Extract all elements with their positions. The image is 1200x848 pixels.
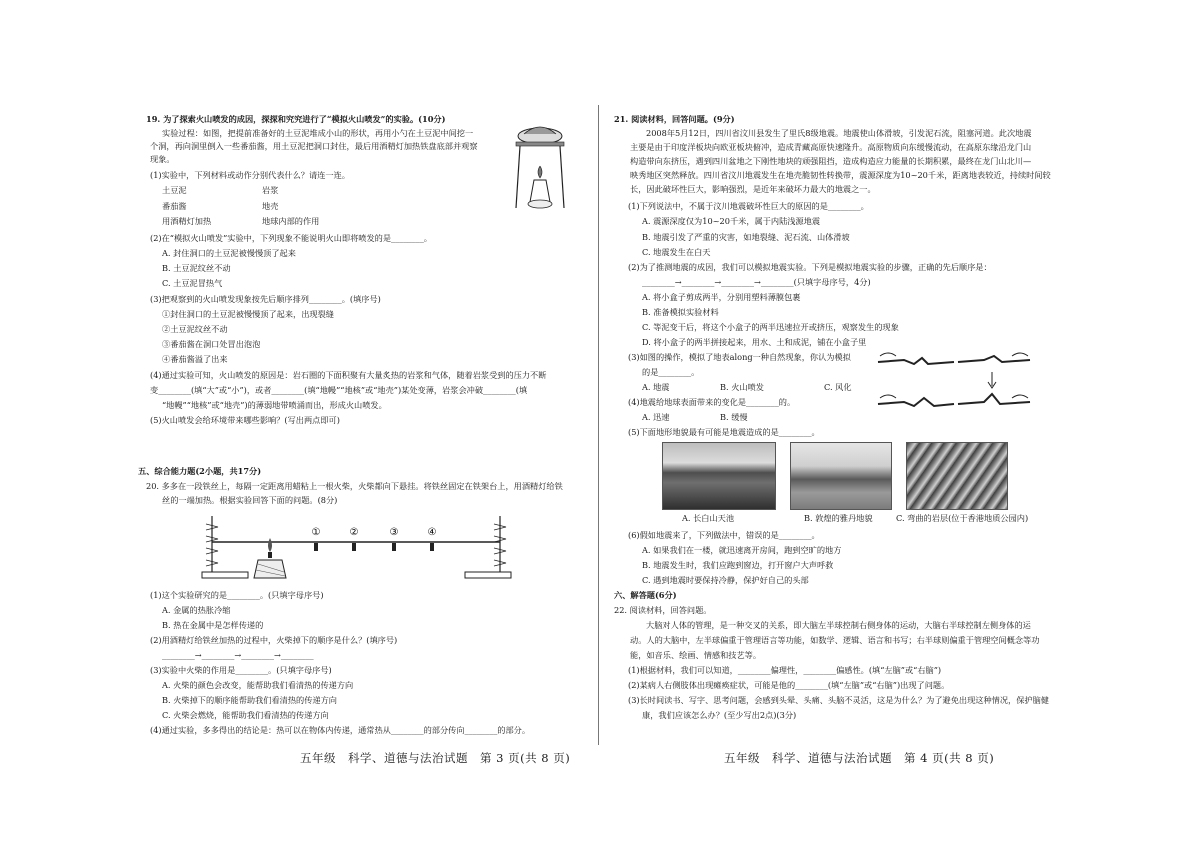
section-5-heading: 五、综合能力题(2小题，共17分) bbox=[138, 466, 262, 476]
q21-sub3-option-b: B. 火山喷发 bbox=[720, 382, 764, 392]
q19-sub5: (5)火山喷发会给环境带来哪些影响？(写出两点即可) bbox=[150, 415, 340, 425]
q22-sub1: (1)根据材料，我们可以知道，________偏理性，________偏感性。(填“左脑”或“右脑”) bbox=[628, 665, 942, 675]
q21-sub1-option-a: A. 震源深度仅为10~20千米，属于内陆浅源地震 bbox=[642, 216, 821, 226]
q21-sub6-option-c: C. 遇到地震时要保持冷静，保护好自己的头部 bbox=[642, 575, 809, 585]
q19-procedure-line3: 现象。 bbox=[150, 154, 175, 164]
q21-title: 21. 阅读材料，回答问题。(9分) bbox=[614, 114, 735, 124]
q22-title: 22. 阅读材料，回答问题。 bbox=[614, 605, 712, 615]
match-left-2: 番茄酱 bbox=[162, 201, 187, 211]
q21-sub2-option-d: D. 将小盒子的两半拼接起来，用水、土和成泥，铺在小盒子里 bbox=[642, 337, 867, 347]
q21-sub3-option-c: C. 风化 bbox=[824, 382, 852, 392]
q19-sub3-item1: ①封住洞口的土豆泥被慢慢顶了起来，出现裂缝 bbox=[162, 309, 334, 319]
photo-caption-c: C. 弯曲的岩层(位于香港地质公园内) bbox=[896, 513, 1029, 523]
q20-sub1: (1)这个实验研究的是________。(只填字母序号) bbox=[150, 590, 324, 600]
q21-passage-line1: 2008年5月12日，四川省汶川县发生了里氏8级地震。地震使山体滑坡，引发泥石流，阻塞河道。此次地震 bbox=[646, 128, 1032, 138]
photo-yardang-landform bbox=[790, 442, 892, 510]
q19-sub4-line3: “地幔”“地核”或“地壳”)的薄弱地带喷涌而出，形成火山喷发。 bbox=[162, 400, 387, 410]
q22-sub2: (2)某病人右侧肢体出现瘫痪症状，可能是他的________(填“左脑”或“右脑”)出现了问题。 bbox=[628, 680, 950, 690]
alcohol-lamp bbox=[254, 538, 286, 578]
q22-sub3-line2: 康，我们应该怎么办？(至少写出2点)(3分) bbox=[642, 710, 797, 720]
q22-passage-line3: 能，如音乐、绘画、情感和技艺等。 bbox=[630, 650, 762, 660]
q21-passage-line2: 主要是由于印度洋板块向欧亚板块俯冲，造成青藏高原快速隆升。高原物质向东缓慢流动，在高原东缘沿龙门山 bbox=[630, 142, 1032, 152]
q21-sub4-option-a: A. 迅速 bbox=[642, 412, 670, 422]
q20-sub3: (3)实验中火柴的作用是________。(只填字母序号) bbox=[150, 665, 332, 675]
q21-passage-line5: 长，因此破坏性巨大，影响强烈，是近年来破坏力最大的地震之一。 bbox=[630, 184, 876, 194]
match-right-1: 岩浆 bbox=[262, 185, 279, 195]
q22-passage-line1: 大脑对人体的管理，是一种交叉的关系，即大脑左半球控制右侧身体的运动，大脑右半球控制左侧身体的运 bbox=[646, 620, 1031, 630]
match-right-3: 地球内部的作用 bbox=[262, 216, 320, 226]
left-page bbox=[0, 0, 598, 848]
photo-changbai-tianchi bbox=[662, 442, 776, 510]
q21-sub6-option-a: A. 如果我们在一楼，就迅速离开房间，跑到空旷的地方 bbox=[642, 545, 842, 555]
match-right-2: 地壳 bbox=[262, 201, 279, 211]
photo-folded-rock-layers bbox=[906, 442, 1008, 510]
match-label-1: ① bbox=[311, 527, 321, 538]
q22-passage-line2: 动。人的大脑中，左半球偏重于管理语言等功能，如数学、逻辑、语言和书写；右半球则偏重于管理空间概念等功 bbox=[630, 635, 1040, 645]
q21-passage-line3: 构造带向东挤压，遇到四川盆地之下刚性地块的顽强阻挡，造成构造应力能量的长期积累，最终在龙门山北川— bbox=[630, 156, 1032, 166]
match-stick bbox=[430, 543, 434, 551]
q21-sub4-option-b: B. 缓慢 bbox=[720, 412, 748, 422]
volcano-apparatus-figure bbox=[508, 122, 572, 212]
q19-sub2-option-b: B. 土豆泥纹丝不动 bbox=[162, 263, 231, 273]
q19-sub2-option-c: C. 土豆泥冒热气 bbox=[162, 278, 223, 288]
q21-sub2-option-b: B. 准备模拟实验材料 bbox=[642, 307, 719, 317]
q21-sub3-option-a: A. 地震 bbox=[642, 382, 670, 392]
q20-sub4: (4)通过实验，多多得出的结论是：热可以在物体内传递，通常热从________的部分传向________的部分。 bbox=[150, 725, 531, 735]
photo-caption-a: A. 长白山天池 bbox=[682, 513, 735, 523]
match-stick bbox=[314, 543, 318, 551]
match-left-3: 用酒精灯加热 bbox=[162, 216, 212, 226]
hands-pushing-clay-figure bbox=[874, 348, 1034, 420]
iron-wire-apparatus-figure bbox=[200, 512, 515, 584]
q21-sub1-option-b: B. 地震引发了严重的灾害，如地裂缝、泥石流、山体滑坡 bbox=[642, 232, 850, 242]
match-left-1: 土豆泥 bbox=[162, 185, 187, 195]
q21-sub6-option-b: B. 地震发生时，我们应跑到窗边，打开窗户大声呼救 bbox=[642, 560, 834, 570]
q21-sub2-blanks: ________→________→________→________(只填字母序号，4分) bbox=[642, 277, 871, 287]
q20-sub3-option-a: A. 火柴的颜色会改变，能帮助我们看清热的传递方向 bbox=[162, 680, 354, 690]
q21-sub3-line1: (3)如图的操作，模拟了地表along一种自然现象，你认为模拟 bbox=[628, 352, 851, 362]
q21-sub5: (5)下面地形地貌最有可能是地震造成的是________。 bbox=[628, 427, 820, 437]
q21-sub1-option-c: C. 地震发生在白天 bbox=[642, 247, 711, 257]
q19-sub3-item2: ②土豆泥纹丝不动 bbox=[162, 324, 228, 334]
q21-sub2-option-c: C. 等泥变干后，将这个小盒子的两半迅速拉开或挤压，观察发生的现象 bbox=[642, 322, 899, 332]
q21-passage-line4: 映秀地区突然释放。四川省汶川地震发生在地壳脆韧性转换带，震源深度为10~20千米，距离地表较近，持续时间较 bbox=[630, 170, 1051, 180]
q21-sub2: (2)为了推测地震的成因，我们可以模拟地震实验。下列是模拟地震实验的步骤，正确的先后顺序是： bbox=[628, 262, 992, 272]
q19-sub3-item4: ④番茄酱溢了出来 bbox=[162, 354, 228, 364]
section-6-heading: 六、解答题(6分) bbox=[614, 590, 677, 600]
q20-sub1-option-b: B. 热在金属中是怎样传递的 bbox=[162, 620, 264, 630]
q19-sub4-line2: 变________(填“大”或“小”)，或者________(填“地幔”“地核”或“地壳”)某处变薄，岩浆会冲破________(填 bbox=[150, 385, 528, 395]
photo-caption-b: B. 敦煌的雅丹地貌 bbox=[804, 513, 873, 523]
q20-sub2: (2)用酒精灯给铁丝加热的过程中，火柴掉下的顺序是什么？(填序号) bbox=[150, 635, 398, 645]
q20-sub3-option-b: B. 火柴掉下的顺序能帮助我们看清热的传递方向 bbox=[162, 695, 337, 705]
match-stick bbox=[392, 543, 396, 551]
q19-sub3-item3: ③番茄酱在洞口处冒出泡泡 bbox=[162, 339, 261, 349]
match-label-4: ④ bbox=[427, 527, 437, 538]
q20-sub2-blanks: ________→________→________→________ bbox=[162, 650, 314, 660]
q20-sub3-option-c: C. 火柴会燃烧，能帮助我们看清热的传递方向 bbox=[162, 710, 329, 720]
q21-sub3-line2: 的是________。 bbox=[642, 367, 700, 377]
right-page bbox=[600, 0, 1200, 848]
q19-title: 19. 为了探索火山喷发的成因，探探和究究进行了“模拟火山喷发”的实验。(10分) bbox=[146, 114, 446, 124]
q21-sub6: (6)假如地震来了，下列做法中，错误的是________。 bbox=[628, 530, 820, 540]
q19-sub3: (3)把观察到的火山喷发现象按先后顺序排列________。(填序号) bbox=[150, 294, 381, 304]
page-footer-left: 五年级 科学、道德与法治试题 第 3 页(共 8 页) bbox=[300, 751, 571, 765]
q19-sub4-line1: (4)通过实验可知，火山喷发的原因是：岩石圈的下面积聚有大量炙热的岩浆和气体，随着岩浆受到的压力不断 bbox=[150, 370, 547, 380]
q21-sub1: (1)下列说法中，不属于汶川地震破坏性巨大的原因的是________。 bbox=[628, 201, 869, 211]
q19-sub2-option-a: A. 封住洞口的土豆泥被慢慢顶了起来 bbox=[162, 248, 296, 258]
page-divider bbox=[598, 105, 599, 745]
q21-sub2-option-a: A. 将小盒子剪成两半，分别用塑料薄膜包裹 bbox=[642, 292, 801, 302]
q21-sub4: (4)地震给地球表面带来的变化是________的。 bbox=[628, 397, 796, 407]
q20-sub1-option-a: A. 金属的热胀冷缩 bbox=[162, 605, 231, 615]
match-label-2: ② bbox=[349, 527, 359, 538]
q19-sub1: (1)实验中，下列材料或动作分别代表什么？请连一连。 bbox=[150, 170, 350, 180]
q19-procedure-line2: 个洞，再向洞里倒入一些番茄酱，用土豆泥把洞口封住，最后用酒精灯加热铁盘底部并观察 bbox=[150, 141, 478, 151]
q19-procedure-line1: 实验过程：如图，把提前准备好的土豆泥堆成小山的形状，再用小勺在土豆泥中间挖一 bbox=[162, 128, 474, 138]
match-stick bbox=[352, 543, 356, 551]
match-label-3: ③ bbox=[389, 527, 399, 538]
q22-sub3-line1: (3)长时间读书、写字、思考问题，会感到头晕、头痛、头脑不灵活，这是为什么？为了避免出现这种情况，保护脑健 bbox=[628, 695, 1049, 705]
q20-title-line1: 20. 多多在一段铁丝上，每隔一定距离用蜡粘上一根火柴，火柴都向下悬挂。将铁丝固定在铁架台上，用酒精灯给铁 bbox=[146, 481, 563, 491]
q19-sub2: (2)在“模拟火山喷发”实验中，下列现象不能说明火山即将喷发的是________。 bbox=[150, 233, 432, 243]
page-footer-right: 五年级 科学、道德与法治试题 第 4 页(共 8 页) bbox=[724, 751, 995, 765]
q20-title-line2: 丝的一端加热。根据实验回答下面的问题。(8分) bbox=[162, 495, 338, 505]
